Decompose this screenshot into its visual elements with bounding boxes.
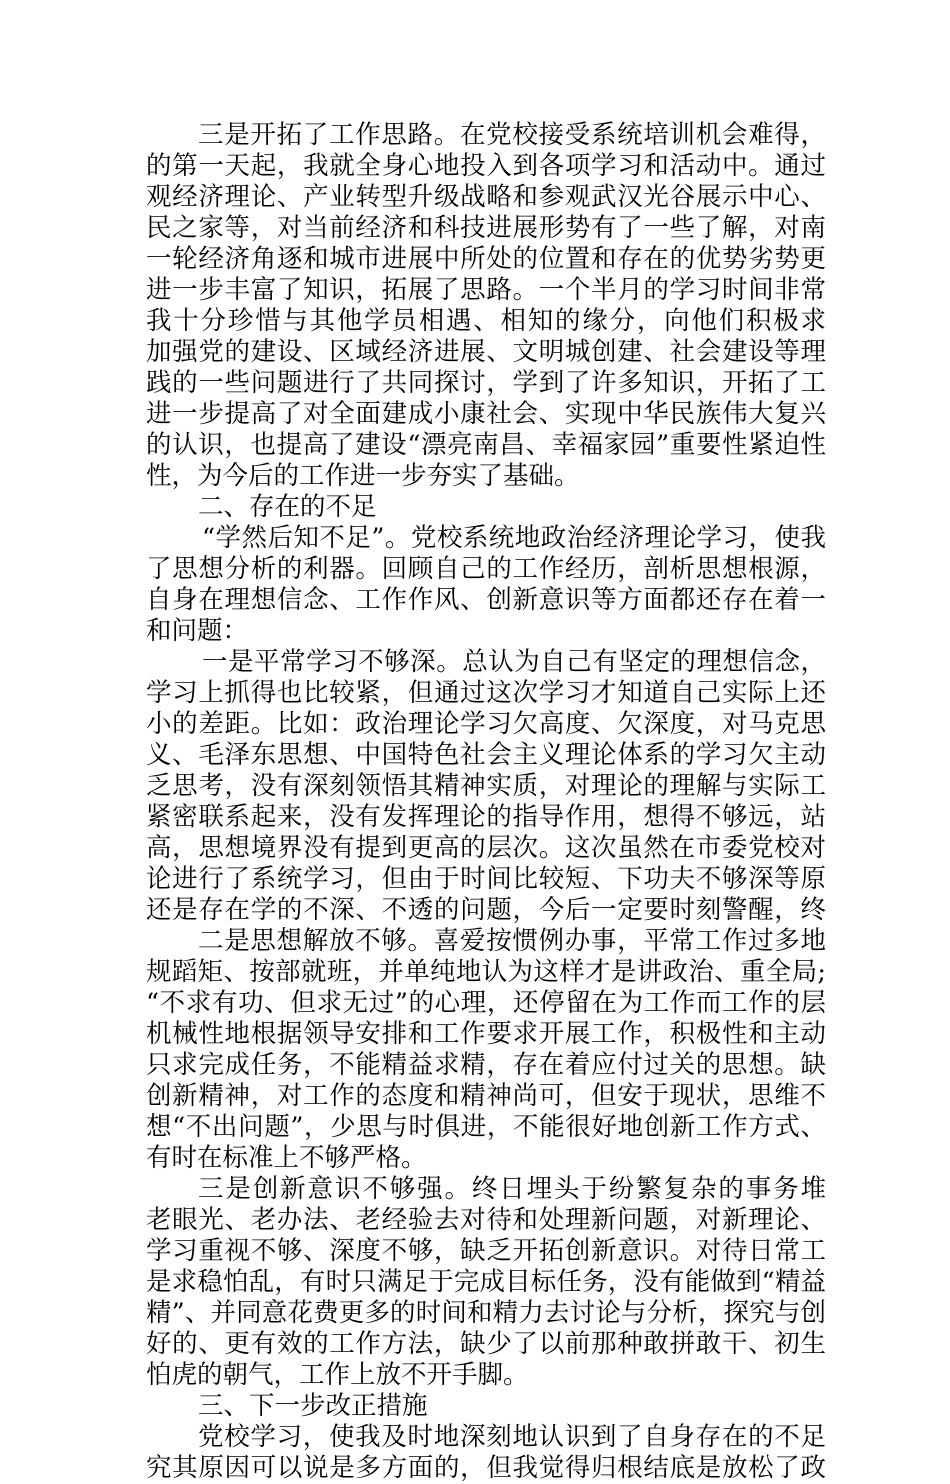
- text-line: 性，为今后的工作进一步夯实了基础。: [146, 461, 580, 491]
- text-line: 的第一天起，我就全身心地投入到各项学习和活动中。通过: [146, 151, 826, 181]
- text-line: 紧密联系起来，没有发挥理论的指导作用，想得不够远，站: [146, 802, 826, 832]
- text-line: 怕虎的朝气，工作上放不开手脚。: [146, 1360, 529, 1390]
- text-line: 一是平常学习不够深。总认为自己有坚定的理想信念，: [202, 647, 826, 677]
- section-heading-next-steps: 三、下一步改正措施: [198, 1391, 428, 1421]
- text-line: 只求完成任务，不能精益求精，存在着应付过关的思想。缺: [146, 1050, 826, 1080]
- text-line: 二是思想解放不够。喜爱按惯例办事，平常工作过多地: [198, 926, 826, 956]
- text-line: 小的差距。比如：政治理论学习欠高度、欠深度，对马克思: [146, 709, 826, 739]
- text-line: 进一步提高了对全面建成小康社会、实现中华民族伟大复兴: [146, 399, 826, 429]
- text-line: 了思想分析的利器。回顾自己的工作经历，剖析思想根源，: [146, 554, 826, 584]
- text-line: 还是存在学的不深、不透的问题，今后一定要时刻警醒，终: [146, 895, 826, 925]
- paragraph-thought-liberation: [146, 926, 826, 1174]
- text-line: 机械性地根据领导安排和工作要求开展工作，积极性和主动: [146, 1019, 826, 1049]
- text-line: 想“不出问题”，少思与时俱进，不能很好地创新工作方式、: [146, 1112, 826, 1142]
- text-line: 好的、更有效的工作方法，缺少了以前那种敢拼敢干、初生: [146, 1329, 826, 1359]
- text-line: 创新精神，对工作的态度和精神尚可，但安于现状，思维不: [146, 1081, 826, 1111]
- text-line: “学然后知不足”。党校系统地政治经济理论学习，使我: [202, 523, 826, 553]
- text-line: 规蹈矩、按部就班，并单纯地认为这样才是讲政治、重全局;: [146, 957, 826, 987]
- paragraph-innovation: [146, 1174, 826, 1391]
- text-line: 加强党的建设、区域经济进展、文明城创建、社会建设等理: [146, 337, 826, 367]
- text-line: 论进行了系统学习，但由于时间比较短、下功夫不够深等原: [146, 864, 826, 894]
- section-heading-shortcomings: 二、存在的不足: [198, 492, 377, 522]
- text-line: 观经济理论、产业转型升级战略和参观武汉光谷展示中心、: [146, 182, 826, 212]
- text-line: 民之家等，对当前经济和科技进展形势有了一些了解，对南: [146, 213, 826, 243]
- text-line: 我十分珍惜与其他学员相遇、相知的缘分，向他们积极求: [146, 306, 826, 336]
- text-line: 践的一些问题进行了共同探讨，学到了许多知识，开拓了工: [146, 368, 826, 398]
- text-line: 的认识，也提高了建设“漂亮南昌、幸福家园”重要性紧迫性: [146, 430, 826, 460]
- text-line: 和问题：: [146, 616, 249, 646]
- paragraph-next-steps: [146, 1422, 826, 1484]
- text-line: 有时在标准上不够严格。: [146, 1143, 427, 1173]
- text-line: 究其原因可以说是多方面的，但我觉得归根结底是放松了政: [146, 1453, 826, 1483]
- text-line: 进一步丰富了知识，拓展了思路。一个半月的学习时间非常: [146, 275, 826, 305]
- text-line: 义、毛泽东思想、中国特色社会主义理论体系的学习欠主动: [146, 740, 826, 770]
- text-line: 三是创新意识不够强。终日埋头于纷繁复杂的事务堆: [198, 1174, 826, 1204]
- text-line: “不求有功、但求无过”的心理，还停留在为工作而工作的层: [146, 988, 826, 1018]
- text-line: 党校学习，使我及时地深刻地认识到了自身存在的不足: [198, 1422, 826, 1452]
- document-body: [146, 120, 826, 1484]
- text-line: 高，思想境界没有提到更高的层次。这次虽然在市委党校对: [146, 833, 826, 863]
- text-line: 学习上抓得也比较紧，但通过这次学习才知道自己实际上还: [146, 678, 826, 708]
- text-line: 老眼光、老办法、老经验去对待和处理新问题，对新理论、: [146, 1205, 826, 1235]
- text-line: 三是开拓了工作思路。在党校接受系统培训机会难得，: [198, 120, 826, 150]
- paragraph-study-depth: [146, 647, 826, 926]
- text-line: 精”、并同意花费更多的时间和精力去讨论与分析，探究与创: [146, 1298, 826, 1328]
- paragraph-opening-thinking: [146, 120, 826, 492]
- text-line: 乏思考，没有深刻领悟其精神实质，对理论的理解与实际工: [146, 771, 826, 801]
- text-line: 是求稳怕乱，有时只满足于完成目标任务，没有能做到“精益: [146, 1267, 826, 1297]
- text-line: 自身在理想信念、工作作风、创新意识等方面都还存在着一: [146, 585, 826, 615]
- paragraph-shortcomings-intro: [146, 523, 826, 647]
- text-line: 学习重视不够、深度不够，缺乏开拓创新意识。对待日常工: [146, 1236, 826, 1266]
- text-line: 一轮经济角逐和城市进展中所处的位置和存在的优势劣势更: [146, 244, 826, 274]
